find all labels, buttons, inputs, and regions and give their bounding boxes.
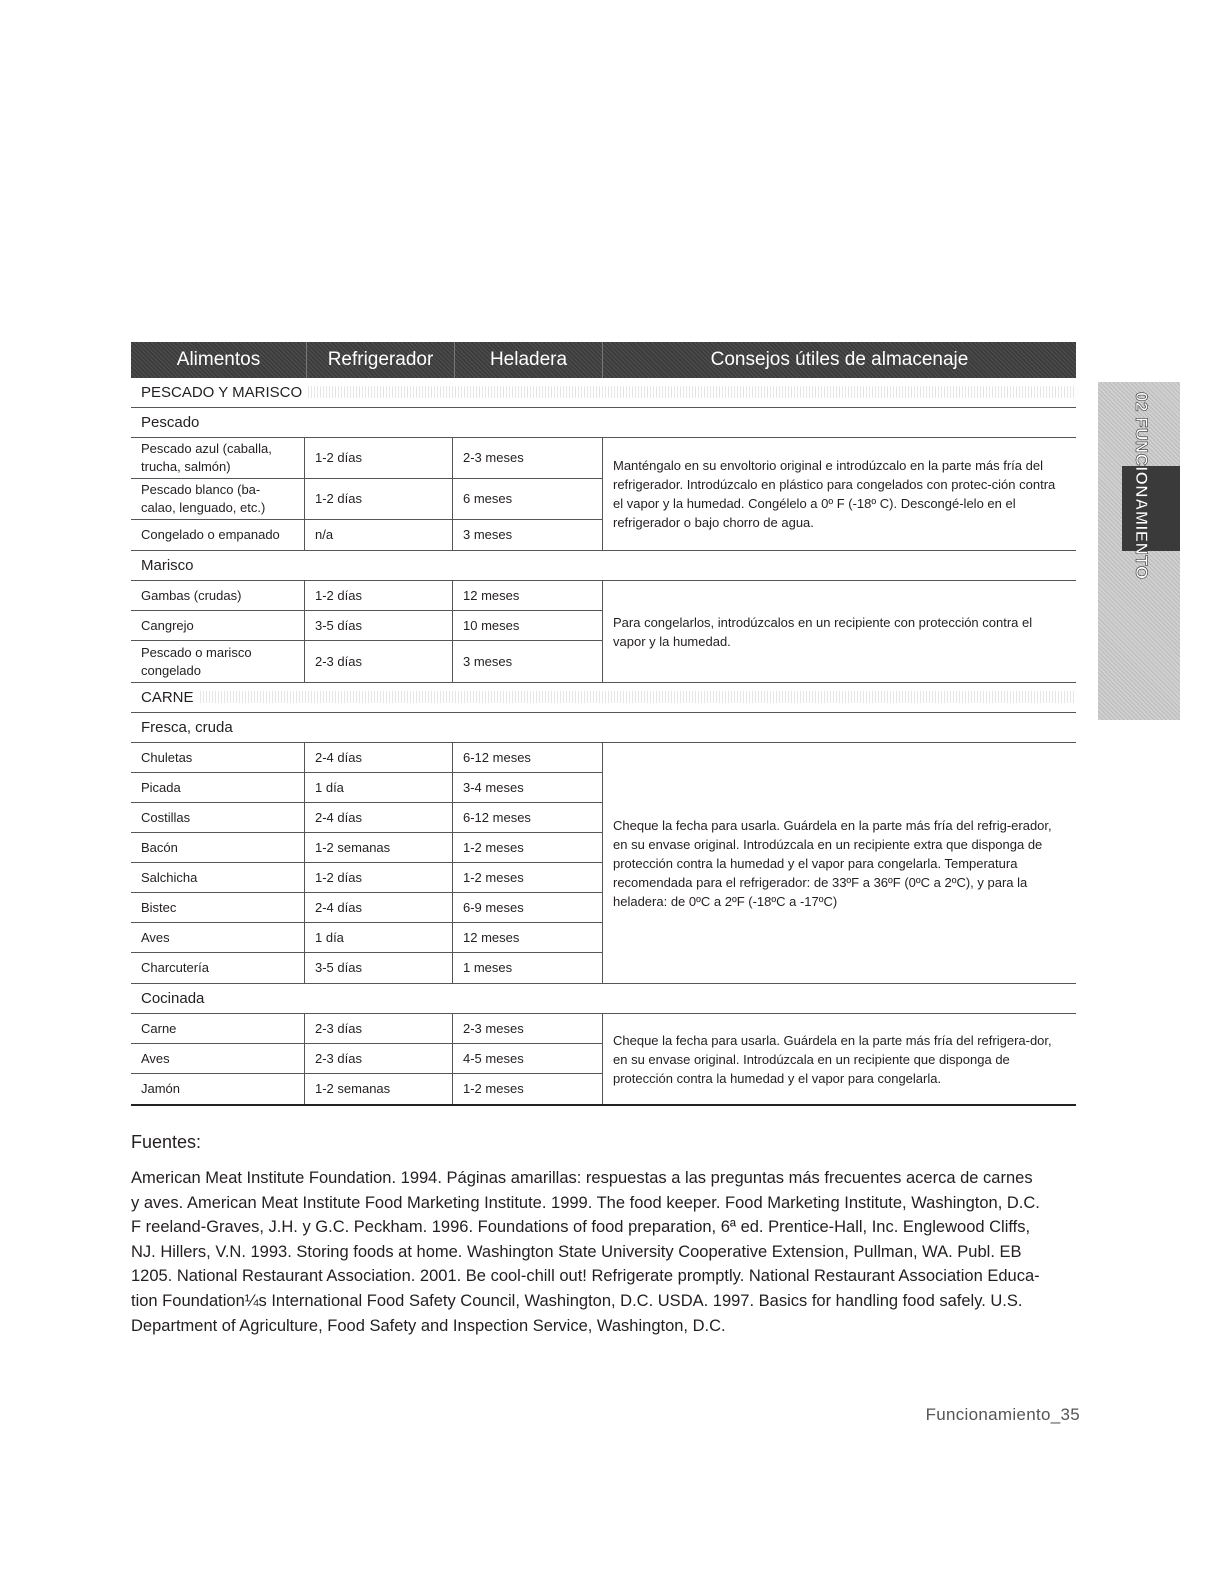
freezer-cell: 2-3 meses (453, 438, 603, 478)
refrigerator-cell: 2-4 días (305, 803, 453, 832)
sources-text: American Meat Institute Foundation. 1994. Páginas amarillas: respuestas a las preguntas más frecuentes acerca de carnes y aves. American Meat Institute Food Marketing Institute. 1999. The food keeper. Food Marketing Institute, Washington, D.C. F reeland-Graves, J.H. y G.C. Peckham. 1996. Foundations of food preparation, 6ª ed. Prentice-Hall, Inc. Englewood Cliffs, NJ. Hillers, V.N. 1993. Storing foods at home. Washington State University Cooperative Extension, Pullman, WA. Publ. EB 1205. National Restaurant Association. 2001. Be cool-chill out! Refrigerate promptly. National Restaurant Association Educa-tion Foundation¼s International Food Safety Council, Washington, D.C. USDA. 1997. Basics for handling food safely. U.S. Department of Agriculture, Food Safety and Inspection Service, Washington, D.C. (131, 1169, 1040, 1335)
table-row (131, 833, 603, 863)
storage-table (131, 342, 1076, 1106)
food-cell: Chuletas (131, 743, 305, 772)
refrigerator-cell: 1 día (305, 773, 453, 802)
table-row (131, 581, 603, 611)
refrigerator-cell: 2-3 días (305, 1044, 453, 1073)
header-heladera: Heladera (455, 342, 603, 378)
food-cell: Pescado o marisco congelado (131, 641, 305, 682)
table-row (131, 863, 603, 893)
freezer-cell: 6-9 meses (453, 893, 603, 922)
food-cell: Pescado blanco (ba-calao, lenguado, etc.) (131, 479, 305, 519)
refrigerator-cell: 1-2 semanas (305, 1074, 453, 1104)
table-row (131, 1044, 603, 1074)
header-consejos: Consejos útiles de almacenaje (710, 349, 969, 370)
row-group (131, 581, 1076, 683)
freezer-cell: 4-5 meses (453, 1044, 603, 1073)
table-row (131, 1074, 603, 1104)
table-row (131, 641, 603, 682)
refrigerator-cell: 1-2 días (305, 479, 453, 519)
table-row (131, 923, 603, 953)
food-cell: Bacón (131, 833, 305, 862)
section-title: CARNE (131, 683, 1076, 713)
table-row (131, 893, 603, 923)
freezer-cell: 1-2 meses (453, 863, 603, 892)
refrigerator-cell: 2-4 días (305, 743, 453, 772)
food-cell: Jamón (131, 1074, 305, 1104)
table-row (131, 611, 603, 641)
subsection-title: Marisco (131, 551, 1076, 581)
food-cell: Gambas (crudas) (131, 581, 305, 610)
freezer-cell: 3-4 meses (453, 773, 603, 802)
food-cell: Pescado azul (caballa, trucha, salmón) (131, 438, 305, 478)
freezer-cell: 6-12 meses (453, 803, 603, 832)
refrigerator-cell: 2-3 días (305, 1014, 453, 1043)
food-cell: Carne (131, 1014, 305, 1043)
table-row (131, 438, 603, 479)
table-row (131, 743, 603, 773)
page-number: Funcionamiento_35 (925, 1405, 1080, 1424)
row-group (131, 438, 1076, 551)
freezer-cell: 6 meses (453, 479, 603, 519)
freezer-cell: 6-12 meses (453, 743, 603, 772)
table-row (131, 1014, 603, 1044)
storage-tip: Manténgalo en su envoltorio original e introdúzcalo en la parte más fría del refrigerador. Introdúzcalo en plástico para congelados con protec-ción contra el vapor y la humedad. Congélelo a 0º F (-18º C). Descongé-lelo en el refrigerador o bajo chorro de agua. (613, 458, 1056, 530)
freezer-cell: 3 meses (453, 520, 603, 550)
table-row (131, 479, 603, 520)
food-cell: Congelado o empanado (131, 520, 305, 550)
table-header (131, 342, 1076, 378)
food-cell: Bistec (131, 893, 305, 922)
refrigerator-cell: 1-2 días (305, 438, 453, 478)
chapter-tab-label: 02 FUNCIONAMIENTO (1132, 392, 1151, 580)
refrigerator-cell: n/a (305, 520, 453, 550)
refrigerator-cell: 2-4 días (305, 893, 453, 922)
sources-heading: Fuentes: (131, 1132, 202, 1152)
freezer-cell: 10 meses (453, 611, 603, 640)
storage-tip: Cheque la fecha para usarla. Guárdela en la parte más fría del refrig-erador, en su envase original. Introdúzcala en un recipiente extra que disponga de protección contra la humedad y el vapor para congelarla. Temperatura recomendada para el refrigerador: de 33ºF a 36ºF (0ºC a 2ºC), y para la heladera: de 0ºC a 2ºF (-18ºC a -17ºC) (613, 817, 1052, 909)
table-row (131, 520, 603, 550)
table-row (131, 953, 603, 983)
food-cell: Charcutería (131, 953, 305, 983)
row-group (131, 1014, 1076, 1106)
refrigerator-cell: 3-5 días (305, 611, 453, 640)
freezer-cell: 12 meses (453, 923, 603, 952)
freezer-cell: 1-2 meses (453, 1074, 603, 1104)
refrigerator-cell: 1-2 días (305, 863, 453, 892)
refrigerator-cell: 2-3 días (305, 641, 453, 682)
freezer-cell: 1 meses (453, 953, 603, 983)
subsection-title: Cocinada (131, 984, 1076, 1014)
food-cell: Aves (131, 1044, 305, 1073)
food-cell: Picada (131, 773, 305, 802)
food-cell: Cangrejo (131, 611, 305, 640)
freezer-cell: 12 meses (453, 581, 603, 610)
table-row (131, 773, 603, 803)
section-title: PESCADO Y MARISCO (131, 378, 1076, 408)
food-cell: Costillas (131, 803, 305, 832)
header-alimentos: Alimentos (131, 342, 307, 378)
storage-tip: Cheque la fecha para usarla. Guárdela en la parte más fría del refrigera-dor, en su envase original. Introdúzcala en un recipiente que disponga de protección contra la humedad y el vapor para congelarla. (613, 1032, 1052, 1086)
subsection-title: Pescado (131, 408, 1076, 438)
freezer-cell: 3 meses (453, 641, 603, 682)
refrigerator-cell: 1-2 días (305, 581, 453, 610)
freezer-cell: 2-3 meses (453, 1014, 603, 1043)
food-cell: Aves (131, 923, 305, 952)
storage-tip: Para congelarlos, introdúzcalos en un recipiente con protección contra el vapor y la humedad. (613, 614, 1033, 649)
freezer-cell: 1-2 meses (453, 833, 603, 862)
subsection-title: Fresca, cruda (131, 713, 1076, 743)
refrigerator-cell: 3-5 días (305, 953, 453, 983)
refrigerator-cell: 1 día (305, 923, 453, 952)
refrigerator-cell: 1-2 semanas (305, 833, 453, 862)
row-group (131, 743, 1076, 984)
header-refrigerador: Refrigerador (307, 342, 455, 378)
table-row (131, 803, 603, 833)
food-cell: Salchicha (131, 863, 305, 892)
